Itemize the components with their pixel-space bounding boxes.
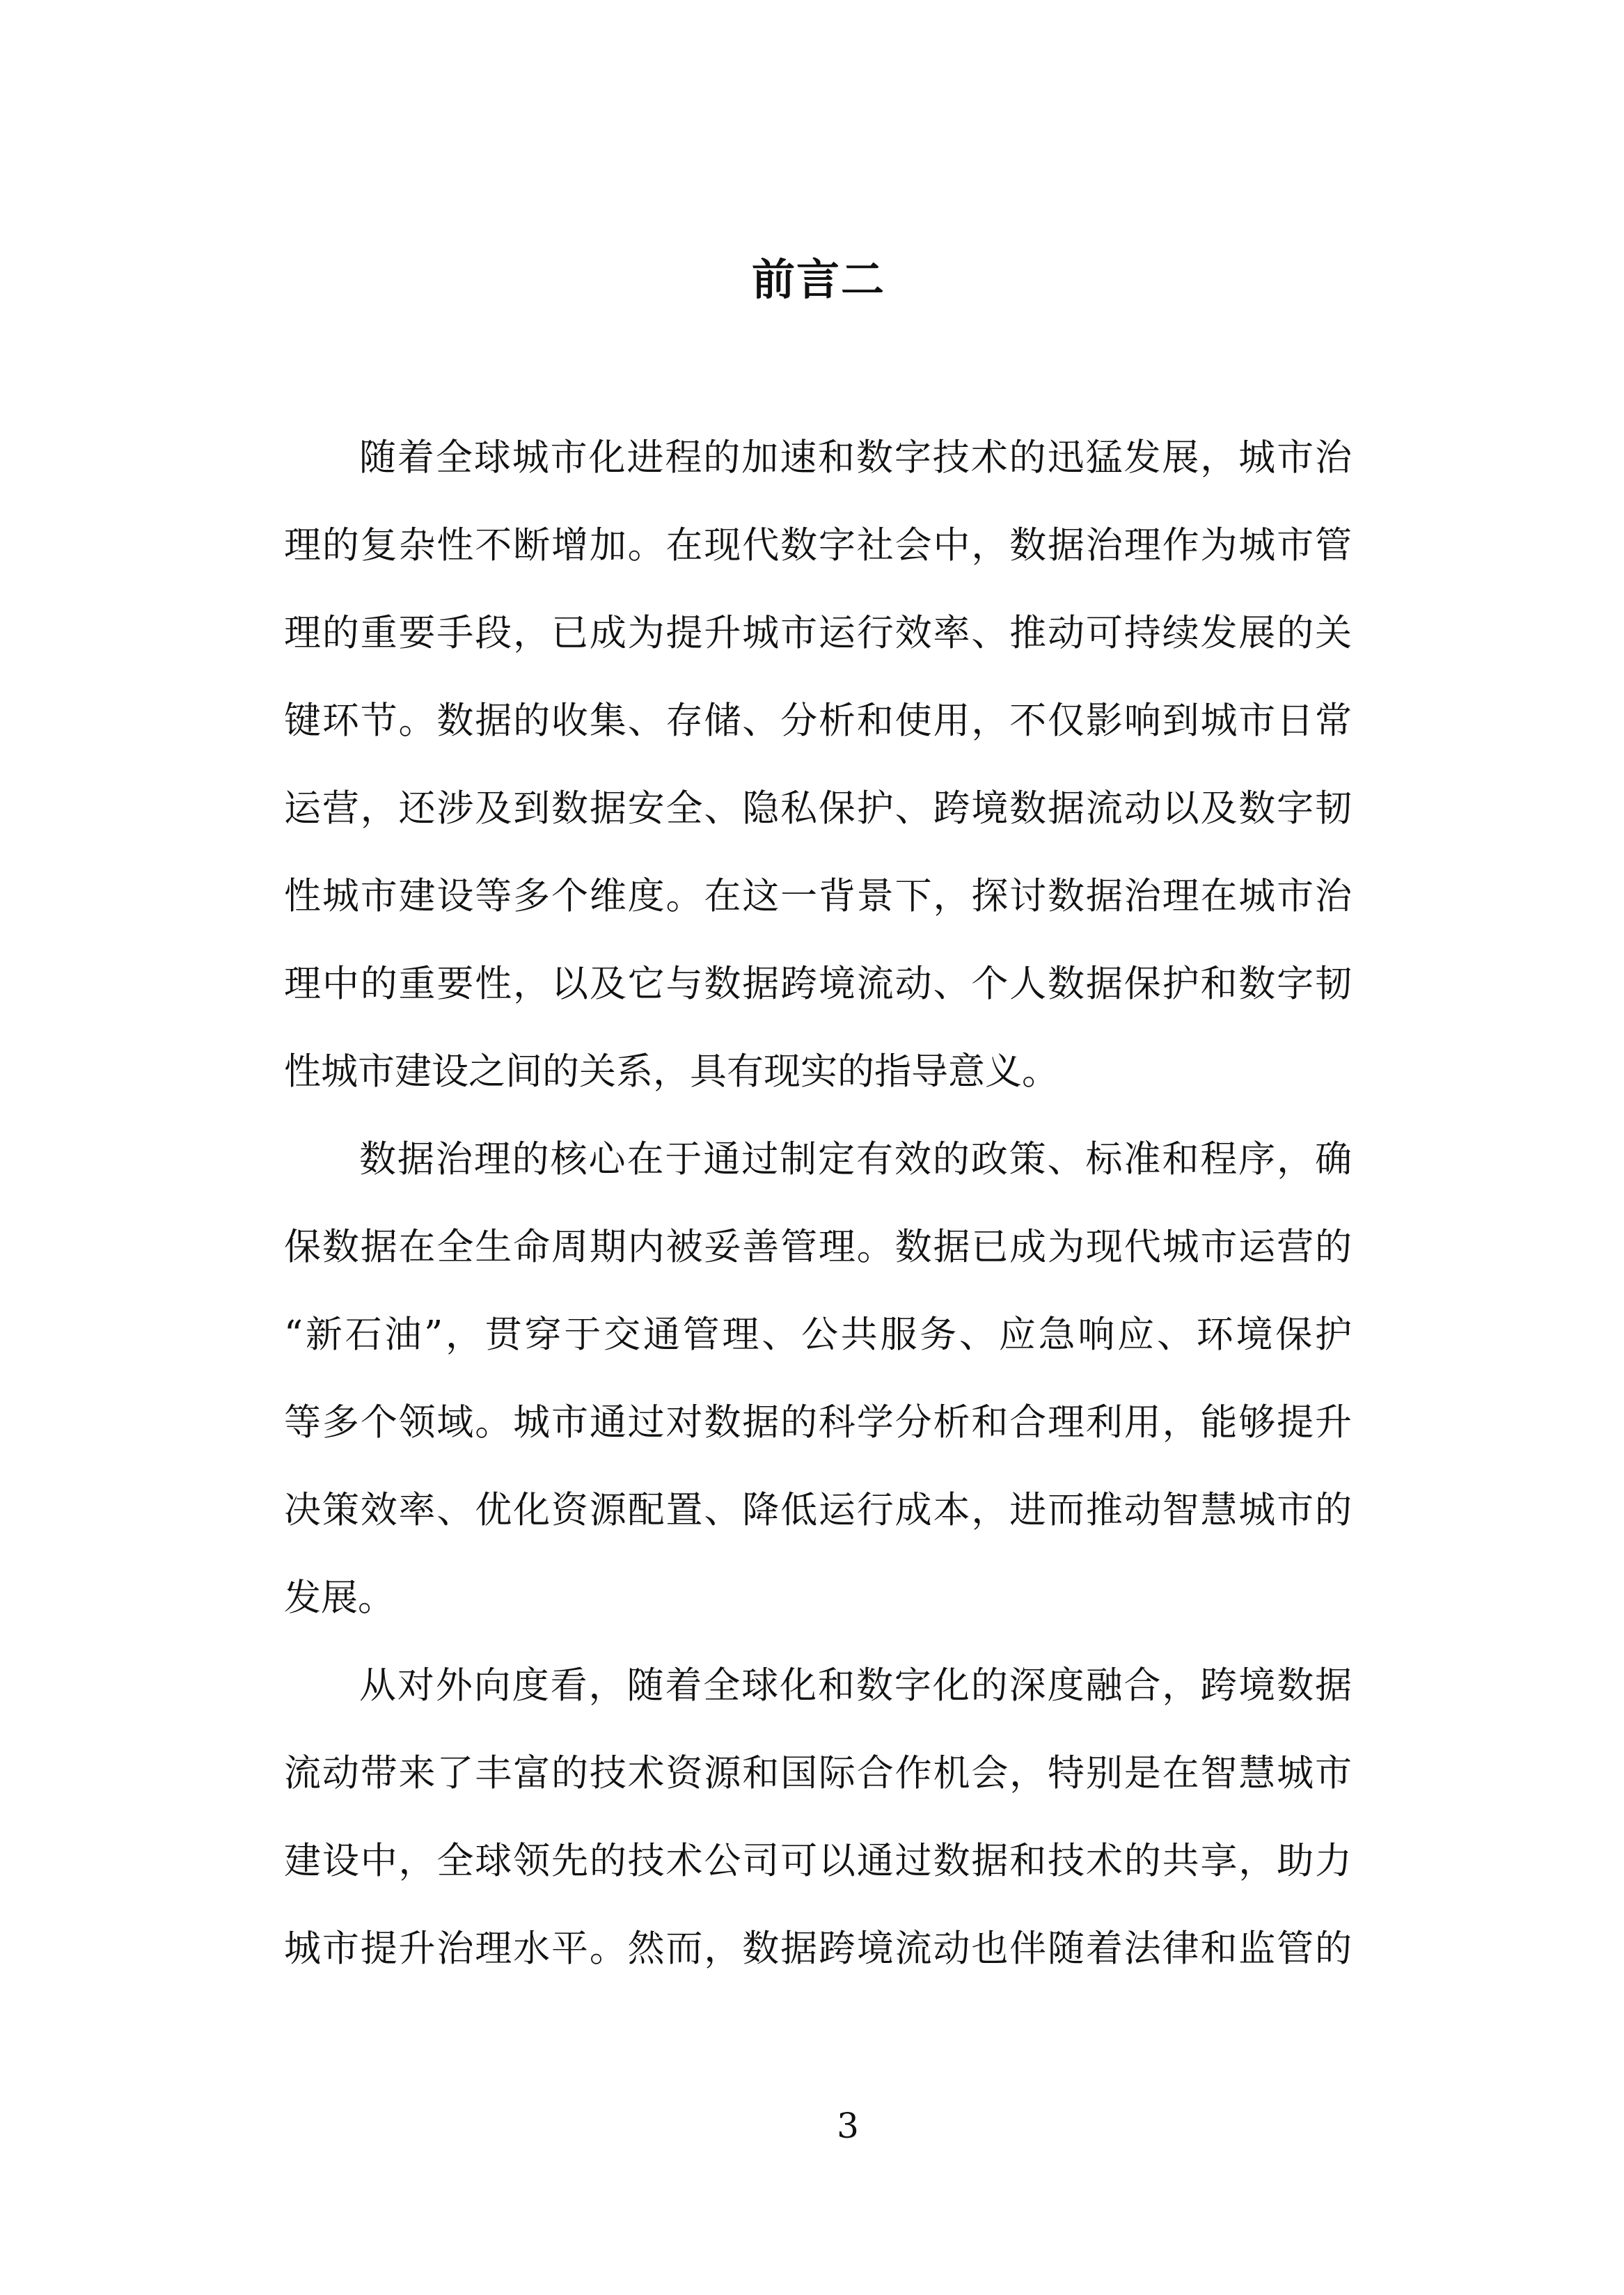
page-title: 前言二 (751, 254, 885, 305)
paragraph-1-line-2: 理的复杂性不断增加。在现代数字社会中，数据治理作为城市管 (284, 524, 1352, 567)
paragraph-1 (284, 414, 1352, 1116)
paragraph-3-line-1: 从对外向度看，随着全球化和数字化的深度融合，跨境数据 (359, 1664, 1352, 1707)
paragraph-1-line-5: 运营，还涉及到数据安全、隐私保护、跨境数据流动以及数字韧 (284, 787, 1352, 830)
paragraph-2-line-4: 等多个领域。城市通过对数据的科学分析和合理利用，能够提升 (284, 1401, 1352, 1444)
paragraph-3-line-4: 城市提升治理水平。然而，数据跨境流动也伴随着法律和监管的 (284, 1927, 1352, 1970)
paragraph-3-line-2: 流动带来了丰富的技术资源和国际合作机会，特别是在智慧城市 (284, 1752, 1352, 1795)
paragraph-2-line-3: “新石油”，贯穿于交通管理、公共服务、应急响应、环境保护 (284, 1314, 1352, 1356)
paragraph-2-line-5: 决策效率、优化资源配置、降低运行成本，进而推动智慧城市的 (284, 1489, 1352, 1531)
paragraph-2-line-6: 发展。 (284, 1577, 395, 1619)
paragraph-3 (284, 1642, 1352, 1993)
paragraph-1-line-6: 性城市建设等多个维度。在这一背景下，探讨数据治理在城市治 (284, 875, 1352, 917)
paragraph-1-line-7: 理中的重要性，以及它与数据跨境流动、个人数据保护和数字韧 (284, 963, 1352, 1005)
paragraph-1-line-1: 随着全球城市化进程的加速和数字技术的迅猛发展，城市治 (359, 436, 1352, 479)
paragraph-1-line-4: 键环节。数据的收集、存储、分析和使用，不仅影响到城市日常 (284, 700, 1352, 742)
paragraph-1-line-8: 性城市建设之间的关系，具有现实的指导意义。 (284, 1050, 1059, 1093)
paragraph-2 (284, 1116, 1352, 1642)
paragraph-1-line-3: 理的重要手段，已成为提升城市运行效率、推动可持续发展的关 (284, 612, 1352, 654)
paragraph-3-line-3: 建设中，全球领先的技术公司可以通过数据和技术的共享，助力 (284, 1840, 1352, 1882)
page-number: 3 (837, 2106, 859, 2146)
body-text (284, 414, 1352, 1993)
paragraph-2-line-2: 保数据在全生命周期内被妥善管理。数据已成为现代城市运营的 (284, 1226, 1352, 1268)
paragraph-2-line-1: 数据治理的核心在于通过制定有效的政策、标准和程序，确 (359, 1138, 1352, 1181)
